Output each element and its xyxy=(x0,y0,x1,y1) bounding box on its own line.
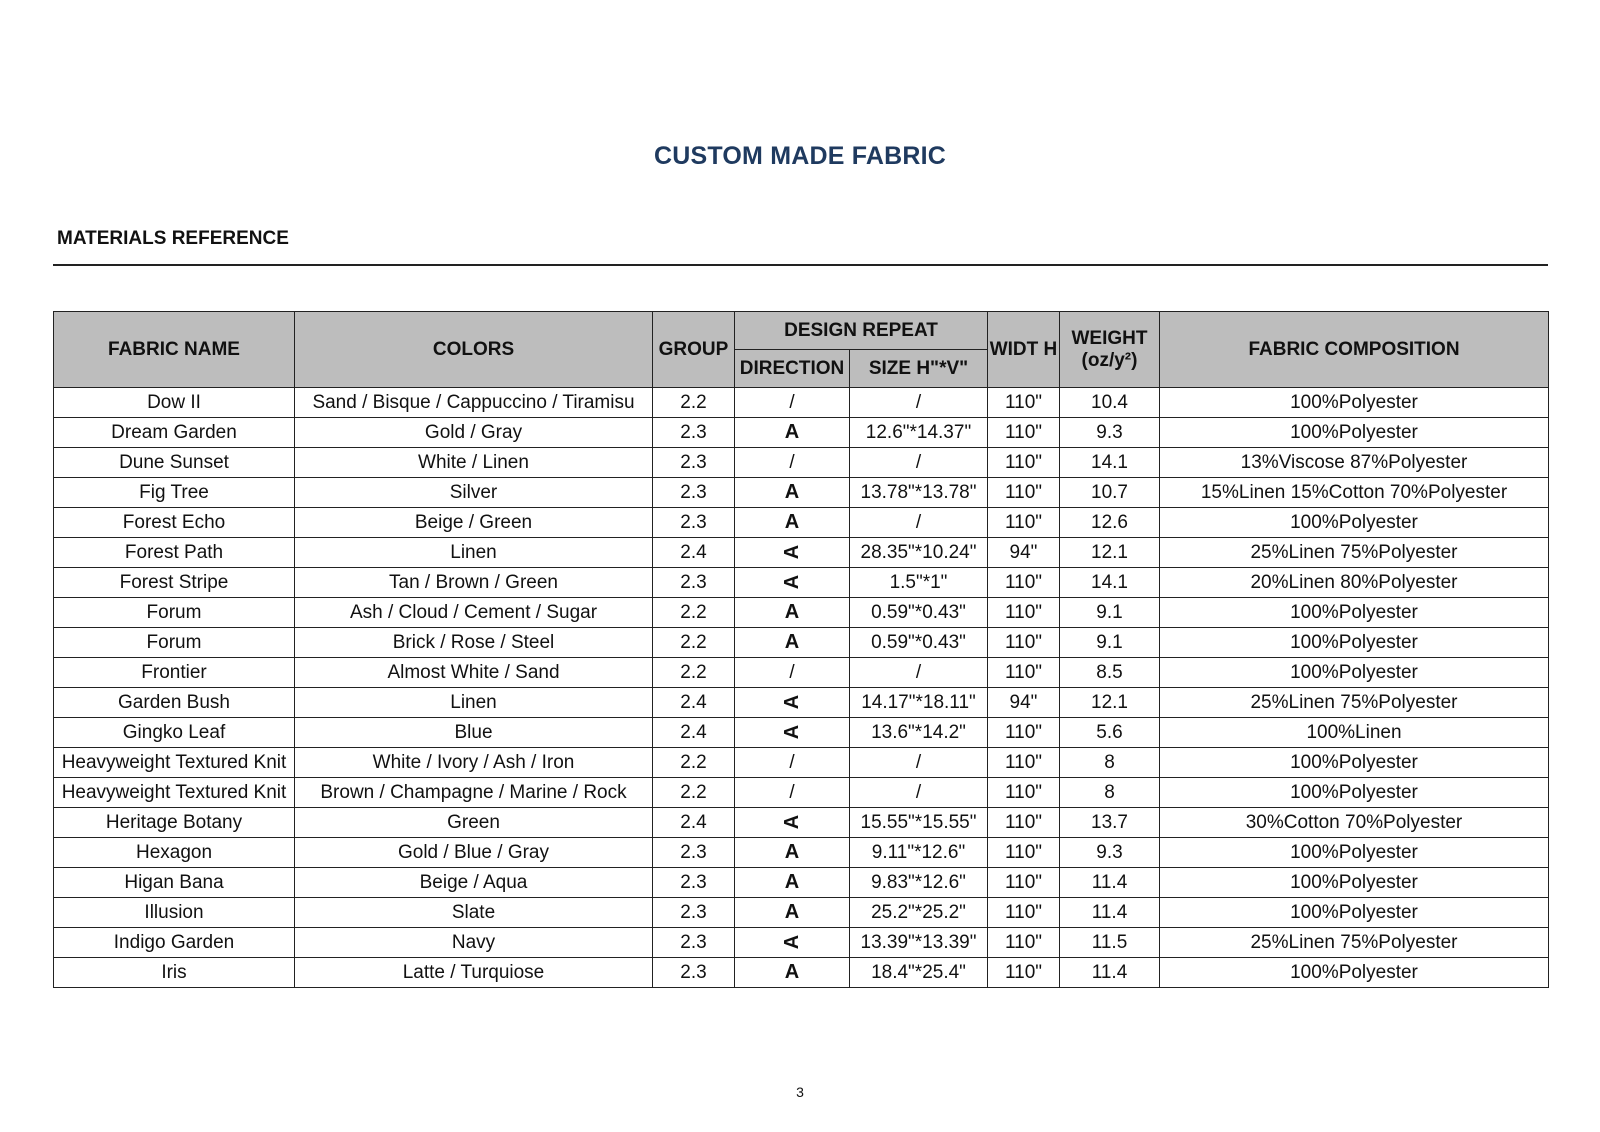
cell-fabric-name: Forest Echo xyxy=(54,508,295,538)
cell-width: 94" xyxy=(988,688,1060,718)
materials-table xyxy=(53,311,1549,988)
cell-size: 18.4"*25.4" xyxy=(850,958,988,988)
cell-width: 110" xyxy=(988,778,1060,808)
direction-sideways-icon: A xyxy=(780,574,803,590)
cell-direction xyxy=(735,598,850,628)
cell-weight: 9.3 xyxy=(1060,838,1160,868)
cell-fabric-name: Illusion xyxy=(54,898,295,928)
cell-colors: Gold / Gray xyxy=(295,418,653,448)
cell-direction xyxy=(735,508,850,538)
direction-upright-icon: A xyxy=(784,631,800,653)
cell-composition: 100%Polyester xyxy=(1160,898,1549,928)
cell-weight: 8 xyxy=(1060,778,1160,808)
table-row xyxy=(54,538,1549,568)
direction-upright-icon: A xyxy=(784,961,800,983)
cell-direction xyxy=(735,538,850,568)
cell-fabric-name: Dune Sunset xyxy=(54,448,295,478)
cell-colors: Blue xyxy=(295,718,653,748)
cell-weight: 14.1 xyxy=(1060,568,1160,598)
cell-fabric-name: Forum xyxy=(54,628,295,658)
cell-colors: Tan / Brown / Green xyxy=(295,568,653,598)
cell-composition: 100%Polyester xyxy=(1160,628,1549,658)
cell-composition: 13%Viscose 87%Polyester xyxy=(1160,448,1549,478)
cell-colors: Sand / Bisque / Cappuccino / Tiramisu xyxy=(295,388,653,418)
cell-weight: 8 xyxy=(1060,748,1160,778)
cell-direction xyxy=(735,928,850,958)
cell-group: 2.2 xyxy=(653,748,735,778)
cell-width: 110" xyxy=(988,928,1060,958)
cell-weight: 12.1 xyxy=(1060,538,1160,568)
cell-composition: 100%Polyester xyxy=(1160,748,1549,778)
cell-size: / xyxy=(850,748,988,778)
cell-weight: 9.1 xyxy=(1060,598,1160,628)
cell-weight: 14.1 xyxy=(1060,448,1160,478)
direction-sideways-icon: A xyxy=(780,724,803,740)
cell-width: 110" xyxy=(988,568,1060,598)
cell-composition: 25%Linen 75%Polyester xyxy=(1160,928,1549,958)
direction-sideways-icon: A xyxy=(780,934,803,950)
direction-sideways-icon: A xyxy=(780,544,803,560)
cell-width: 110" xyxy=(988,628,1060,658)
cell-colors: Beige / Green xyxy=(295,508,653,538)
cell-size: 25.2"*25.2" xyxy=(850,898,988,928)
cell-direction xyxy=(735,478,850,508)
cell-composition: 25%Linen 75%Polyester xyxy=(1160,538,1549,568)
cell-composition: 20%Linen 80%Polyester xyxy=(1160,568,1549,598)
cell-composition: 100%Polyester xyxy=(1160,388,1549,418)
cell-direction xyxy=(735,958,850,988)
table-row xyxy=(54,778,1549,808)
cell-size: 9.83"*12.6" xyxy=(850,868,988,898)
table-row xyxy=(54,508,1549,538)
cell-group: 2.3 xyxy=(653,568,735,598)
direction-upright-icon: A xyxy=(784,901,800,923)
header-colors: COLORS xyxy=(295,312,653,388)
header-width: WIDT H xyxy=(988,312,1060,388)
table-row xyxy=(54,898,1549,928)
cell-fabric-name: Forest Path xyxy=(54,538,295,568)
table-row xyxy=(54,418,1549,448)
cell-colors: Latte / Turquiose xyxy=(295,958,653,988)
table-row xyxy=(54,958,1549,988)
cell-fabric-name: Higan Bana xyxy=(54,868,295,898)
cell-size: 15.55"*15.55" xyxy=(850,808,988,838)
cell-width: 110" xyxy=(988,838,1060,868)
cell-weight: 5.6 xyxy=(1060,718,1160,748)
cell-size: 0.59"*0.43" xyxy=(850,628,988,658)
cell-colors: Navy xyxy=(295,928,653,958)
cell-size: 12.6"*14.37" xyxy=(850,418,988,448)
cell-fabric-name: Forum xyxy=(54,598,295,628)
table-row xyxy=(54,568,1549,598)
cell-group: 2.2 xyxy=(653,628,735,658)
cell-direction: / xyxy=(735,778,850,808)
cell-group: 2.4 xyxy=(653,538,735,568)
cell-composition: 100%Polyester xyxy=(1160,508,1549,538)
header-group: GROUP xyxy=(653,312,735,388)
cell-size: / xyxy=(850,778,988,808)
cell-colors: Silver xyxy=(295,478,653,508)
cell-fabric-name: Dream Garden xyxy=(54,418,295,448)
cell-size: 14.17"*18.11" xyxy=(850,688,988,718)
cell-fabric-name: Garden Bush xyxy=(54,688,295,718)
cell-composition: 100%Polyester xyxy=(1160,418,1549,448)
cell-group: 2.2 xyxy=(653,778,735,808)
cell-width: 110" xyxy=(988,898,1060,928)
cell-colors: Slate xyxy=(295,898,653,928)
cell-group: 2.2 xyxy=(653,658,735,688)
header-weight: WEIGHT (oz/y²) xyxy=(1060,312,1160,388)
cell-direction xyxy=(735,568,850,598)
table-row xyxy=(54,478,1549,508)
cell-colors: Linen xyxy=(295,538,653,568)
header-composition: FABRIC COMPOSITION xyxy=(1160,312,1549,388)
cell-weight: 11.4 xyxy=(1060,868,1160,898)
cell-width: 110" xyxy=(988,388,1060,418)
cell-group: 2.3 xyxy=(653,868,735,898)
cell-group: 2.3 xyxy=(653,958,735,988)
cell-direction: / xyxy=(735,748,850,778)
cell-size: 13.39"*13.39" xyxy=(850,928,988,958)
cell-colors: Gold / Blue / Gray xyxy=(295,838,653,868)
cell-width: 110" xyxy=(988,718,1060,748)
cell-group: 2.4 xyxy=(653,808,735,838)
cell-weight: 13.7 xyxy=(1060,808,1160,838)
section-heading: MATERIALS REFERENCE xyxy=(57,228,289,249)
cell-group: 2.2 xyxy=(653,388,735,418)
cell-fabric-name: Hexagon xyxy=(54,838,295,868)
cell-fabric-name: Heavyweight Textured Knit xyxy=(54,778,295,808)
cell-width: 110" xyxy=(988,868,1060,898)
cell-width: 94" xyxy=(988,538,1060,568)
direction-upright-icon: A xyxy=(784,871,800,893)
cell-direction xyxy=(735,868,850,898)
section-divider xyxy=(53,264,1548,266)
table-row xyxy=(54,598,1549,628)
table-row xyxy=(54,718,1549,748)
cell-size: 13.6"*14.2" xyxy=(850,718,988,748)
cell-weight: 11.4 xyxy=(1060,898,1160,928)
header-design-repeat: DESIGN REPEAT xyxy=(735,312,988,350)
cell-composition: 30%Cotton 70%Polyester xyxy=(1160,808,1549,838)
cell-group: 2.3 xyxy=(653,928,735,958)
cell-width: 110" xyxy=(988,598,1060,628)
table-row xyxy=(54,688,1549,718)
cell-composition: 100%Polyester xyxy=(1160,778,1549,808)
cell-group: 2.3 xyxy=(653,838,735,868)
cell-composition: 25%Linen 75%Polyester xyxy=(1160,688,1549,718)
cell-weight: 9.3 xyxy=(1060,418,1160,448)
cell-size: / xyxy=(850,448,988,478)
table-body xyxy=(54,388,1549,988)
cell-weight: 12.6 xyxy=(1060,508,1160,538)
cell-composition: 100%Polyester xyxy=(1160,598,1549,628)
direction-sideways-icon: A xyxy=(780,694,803,710)
cell-weight: 10.7 xyxy=(1060,478,1160,508)
cell-group: 2.3 xyxy=(653,898,735,928)
cell-weight: 9.1 xyxy=(1060,628,1160,658)
cell-fabric-name: Frontier xyxy=(54,658,295,688)
cell-size: / xyxy=(850,388,988,418)
cell-colors: Green xyxy=(295,808,653,838)
cell-colors: Linen xyxy=(295,688,653,718)
table-row xyxy=(54,658,1549,688)
cell-direction xyxy=(735,898,850,928)
direction-upright-icon: A xyxy=(784,421,800,443)
cell-colors: White / Linen xyxy=(295,448,653,478)
cell-width: 110" xyxy=(988,658,1060,688)
cell-group: 2.3 xyxy=(653,508,735,538)
header-direction: DIRECTION xyxy=(735,350,850,388)
direction-upright-icon: A xyxy=(784,511,800,533)
cell-weight: 8.5 xyxy=(1060,658,1160,688)
cell-composition: 100%Polyester xyxy=(1160,868,1549,898)
cell-weight: 11.5 xyxy=(1060,928,1160,958)
table-row xyxy=(54,748,1549,778)
cell-composition: 100%Polyester xyxy=(1160,838,1549,868)
cell-size: / xyxy=(850,658,988,688)
cell-fabric-name: Forest Stripe xyxy=(54,568,295,598)
page-title: CUSTOM MADE FABRIC xyxy=(653,142,947,170)
table-row xyxy=(54,838,1549,868)
cell-direction xyxy=(735,808,850,838)
table-row xyxy=(54,928,1549,958)
cell-colors: Beige / Aqua xyxy=(295,868,653,898)
cell-size: / xyxy=(850,508,988,538)
table-row xyxy=(54,448,1549,478)
cell-fabric-name: Heritage Botany xyxy=(54,808,295,838)
table-row xyxy=(54,628,1549,658)
cell-group: 2.3 xyxy=(653,448,735,478)
cell-width: 110" xyxy=(988,808,1060,838)
cell-direction xyxy=(735,838,850,868)
cell-fabric-name: Fig Tree xyxy=(54,478,295,508)
cell-colors: White / Ivory / Ash / Iron xyxy=(295,748,653,778)
cell-direction: / xyxy=(735,448,850,478)
cell-weight: 12.1 xyxy=(1060,688,1160,718)
cell-direction xyxy=(735,688,850,718)
cell-colors: Ash / Cloud / Cement / Sugar xyxy=(295,598,653,628)
page-number: 3 xyxy=(796,1084,804,1100)
cell-colors: Brown / Champagne / Marine / Rock xyxy=(295,778,653,808)
cell-width: 110" xyxy=(988,418,1060,448)
cell-composition: 100%Polyester xyxy=(1160,958,1549,988)
cell-size: 9.11"*12.6" xyxy=(850,838,988,868)
cell-group: 2.4 xyxy=(653,718,735,748)
cell-direction xyxy=(735,628,850,658)
cell-size: 13.78"*13.78" xyxy=(850,478,988,508)
cell-weight: 10.4 xyxy=(1060,388,1160,418)
cell-direction: / xyxy=(735,388,850,418)
cell-width: 110" xyxy=(988,448,1060,478)
cell-group: 2.4 xyxy=(653,688,735,718)
cell-composition: 100%Polyester xyxy=(1160,658,1549,688)
cell-fabric-name: Indigo Garden xyxy=(54,928,295,958)
direction-upright-icon: A xyxy=(784,841,800,863)
cell-size: 28.35"*10.24" xyxy=(850,538,988,568)
cell-weight: 11.4 xyxy=(1060,958,1160,988)
table-row xyxy=(54,808,1549,838)
table-row xyxy=(54,868,1549,898)
cell-size: 0.59"*0.43" xyxy=(850,598,988,628)
cell-composition: 15%Linen 15%Cotton 70%Polyester xyxy=(1160,478,1549,508)
direction-sideways-icon: A xyxy=(780,814,803,830)
cell-composition: 100%Linen xyxy=(1160,718,1549,748)
cell-fabric-name: Iris xyxy=(54,958,295,988)
cell-width: 110" xyxy=(988,478,1060,508)
cell-width: 110" xyxy=(988,958,1060,988)
cell-size: 1.5"*1" xyxy=(850,568,988,598)
cell-direction: / xyxy=(735,658,850,688)
cell-fabric-name: Heavyweight Textured Knit xyxy=(54,748,295,778)
cell-group: 2.3 xyxy=(653,478,735,508)
cell-direction xyxy=(735,718,850,748)
cell-fabric-name: Dow II xyxy=(54,388,295,418)
header-size: SIZE H"*V" xyxy=(850,350,988,388)
cell-group: 2.3 xyxy=(653,418,735,448)
cell-width: 110" xyxy=(988,748,1060,778)
cell-colors: Brick / Rose / Steel xyxy=(295,628,653,658)
cell-direction xyxy=(735,418,850,448)
direction-upright-icon: A xyxy=(784,481,800,503)
cell-colors: Almost White / Sand xyxy=(295,658,653,688)
cell-width: 110" xyxy=(988,508,1060,538)
table-row xyxy=(54,388,1549,418)
cell-group: 2.2 xyxy=(653,598,735,628)
header-fabric-name: FABRIC NAME xyxy=(54,312,295,388)
cell-fabric-name: Gingko Leaf xyxy=(54,718,295,748)
direction-upright-icon: A xyxy=(784,601,800,623)
